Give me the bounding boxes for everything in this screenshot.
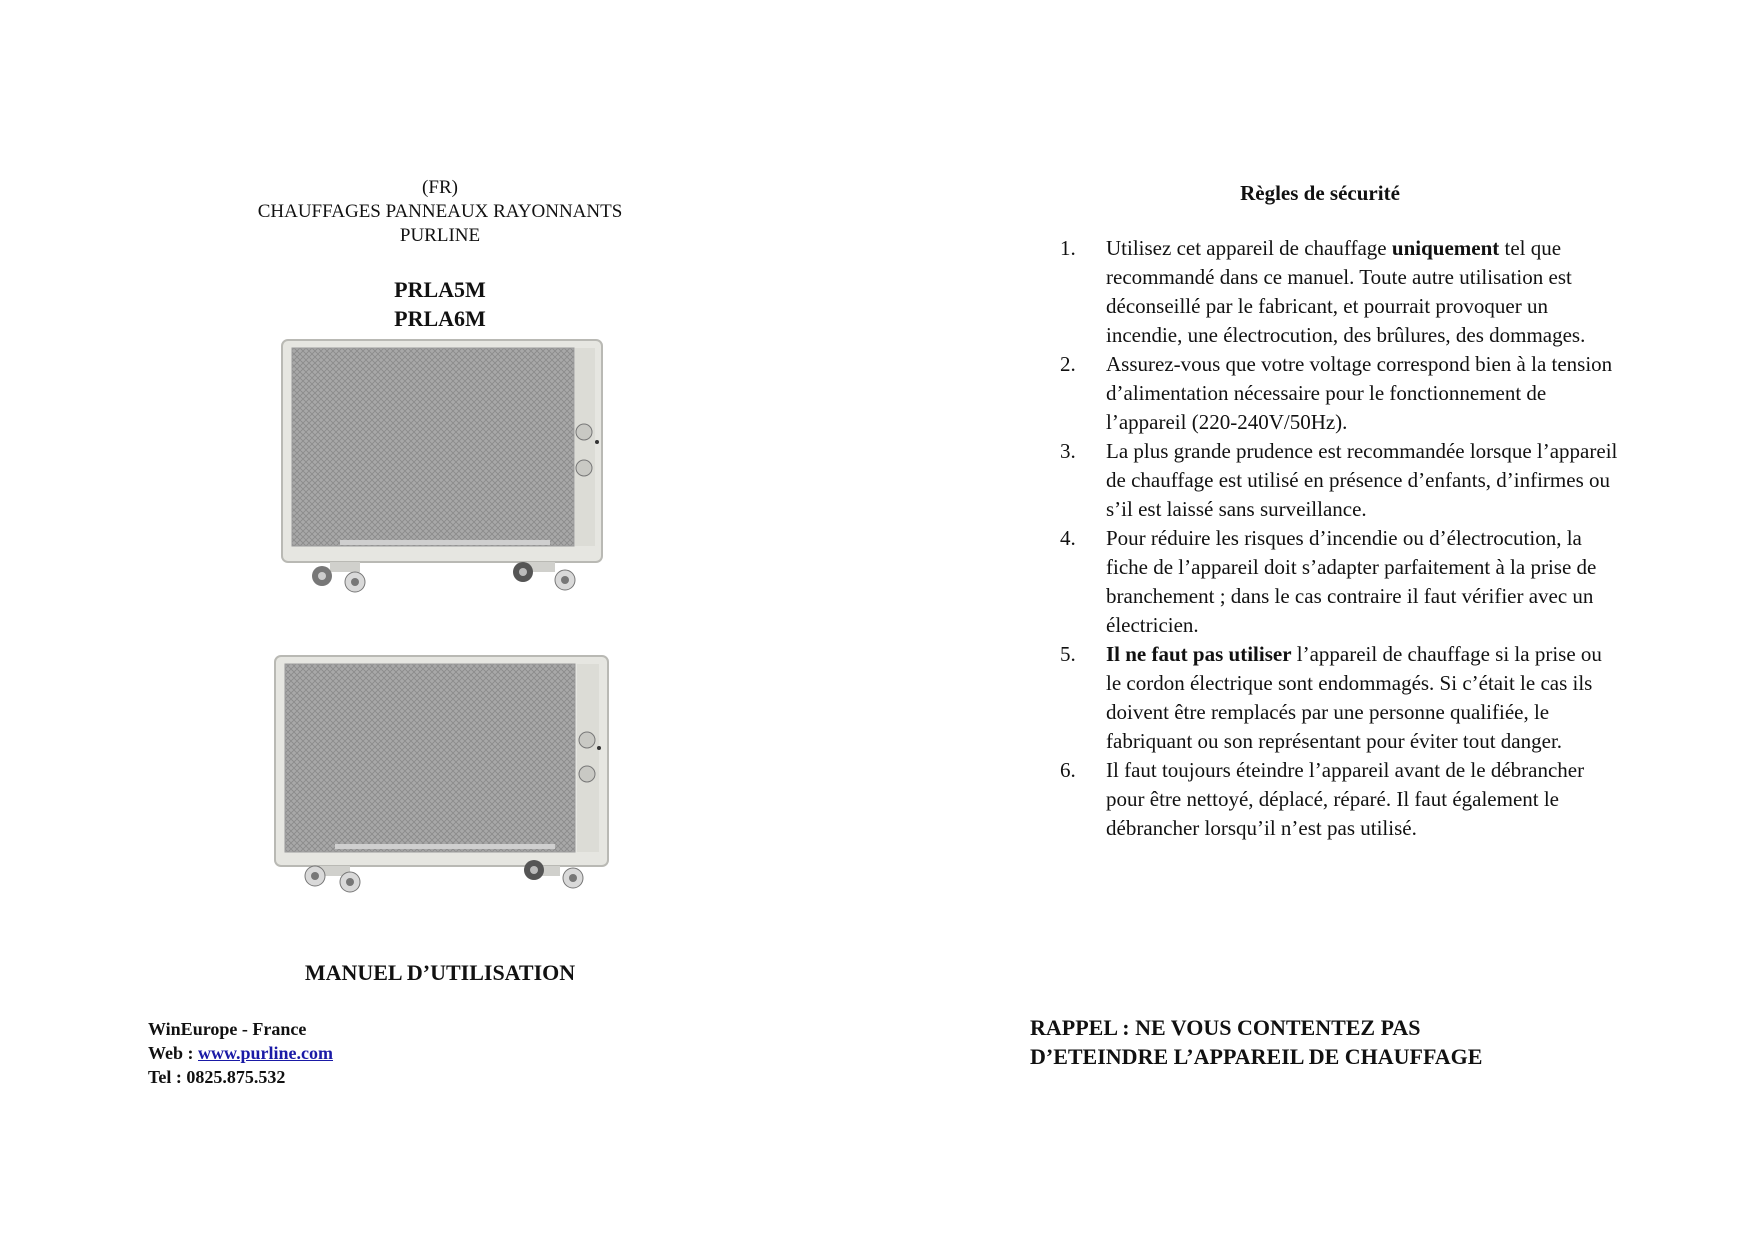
list-item: 2. Assurez-vous que votre voltage correspond bien à la tension d’alimentation nécessaire pour le fonctionnement de l’appareil (220-240V/50Hz).	[1060, 352, 1613, 434]
model-name: PRLA5M	[394, 277, 486, 302]
list-item: 4. Pour réduire les risques d’incendie ou d’électrocution, la fiche de l’appareil doit s’adapter parfaitement à la prise de branchement ; dans le cas contraire il faut vérifier avec un électricien.	[1060, 526, 1597, 637]
safety-rules-title: Règles de sécurité	[1240, 181, 1400, 205]
list-item: 1. Utilisez cet appareil de chauffage uniquement tel que recommandé dans ce manuel. Toute autre utilisation est déconseillé par le fabricant, et pourrait provoquer un incendie, une électrocution, des brûlures, des dommages.	[1060, 236, 1586, 347]
brand-name: PURLINE	[399, 225, 481, 246]
phone-number: Tel : 0825.875.532	[148, 1067, 286, 1087]
safety-rules-list	[1060, 234, 1620, 843]
list-item: 5. Il ne faut pas utiliser l’appareil de chauffage si la prise ou le cordon électrique sont endommagés. Si c’était le cas ils doivent être remplacés par une personne qualifiée, le fabriquant ou son représentant pour éviter tout danger.	[1060, 642, 1602, 753]
contact-block	[148, 1017, 333, 1089]
product-title: CHAUFFAGES PANNEAUX RAYONNANTS	[257, 201, 623, 222]
web-label: Web :	[148, 1043, 199, 1063]
reminder-line: RAPPEL : NE VOUS CONTENTEZ PAS	[1030, 1015, 1421, 1040]
language-tag: (FR)	[422, 177, 458, 198]
cover-heading	[200, 176, 680, 248]
company-name: WinEurope - France	[148, 1019, 307, 1039]
reminder-line: D’ETEINDRE L’APPAREIL DE CHAUFFAGE	[1030, 1044, 1483, 1069]
model-list	[200, 275, 680, 333]
reminder-warning	[1030, 1013, 1482, 1071]
model-name: PRLA6M	[394, 306, 486, 331]
website-line	[148, 1041, 333, 1065]
website-link[interactable]: www.purline.com	[198, 1043, 334, 1063]
list-item: 6. Il faut toujours éteindre l’appareil avant de le débrancher pour être nettoyé, déplacé, réparé. Il faut également le débrancher lorsqu’il n’est pas utilisé.	[1060, 758, 1585, 840]
manual-title: MANUEL D’UTILISATION	[304, 960, 576, 985]
list-item: 3. La plus grande prudence est recommandée lorsque l’appareil de chauffage est utilisé en présence d’enfants, d’infirmes ou s’il est laissé sans surveillance.	[1060, 439, 1618, 521]
